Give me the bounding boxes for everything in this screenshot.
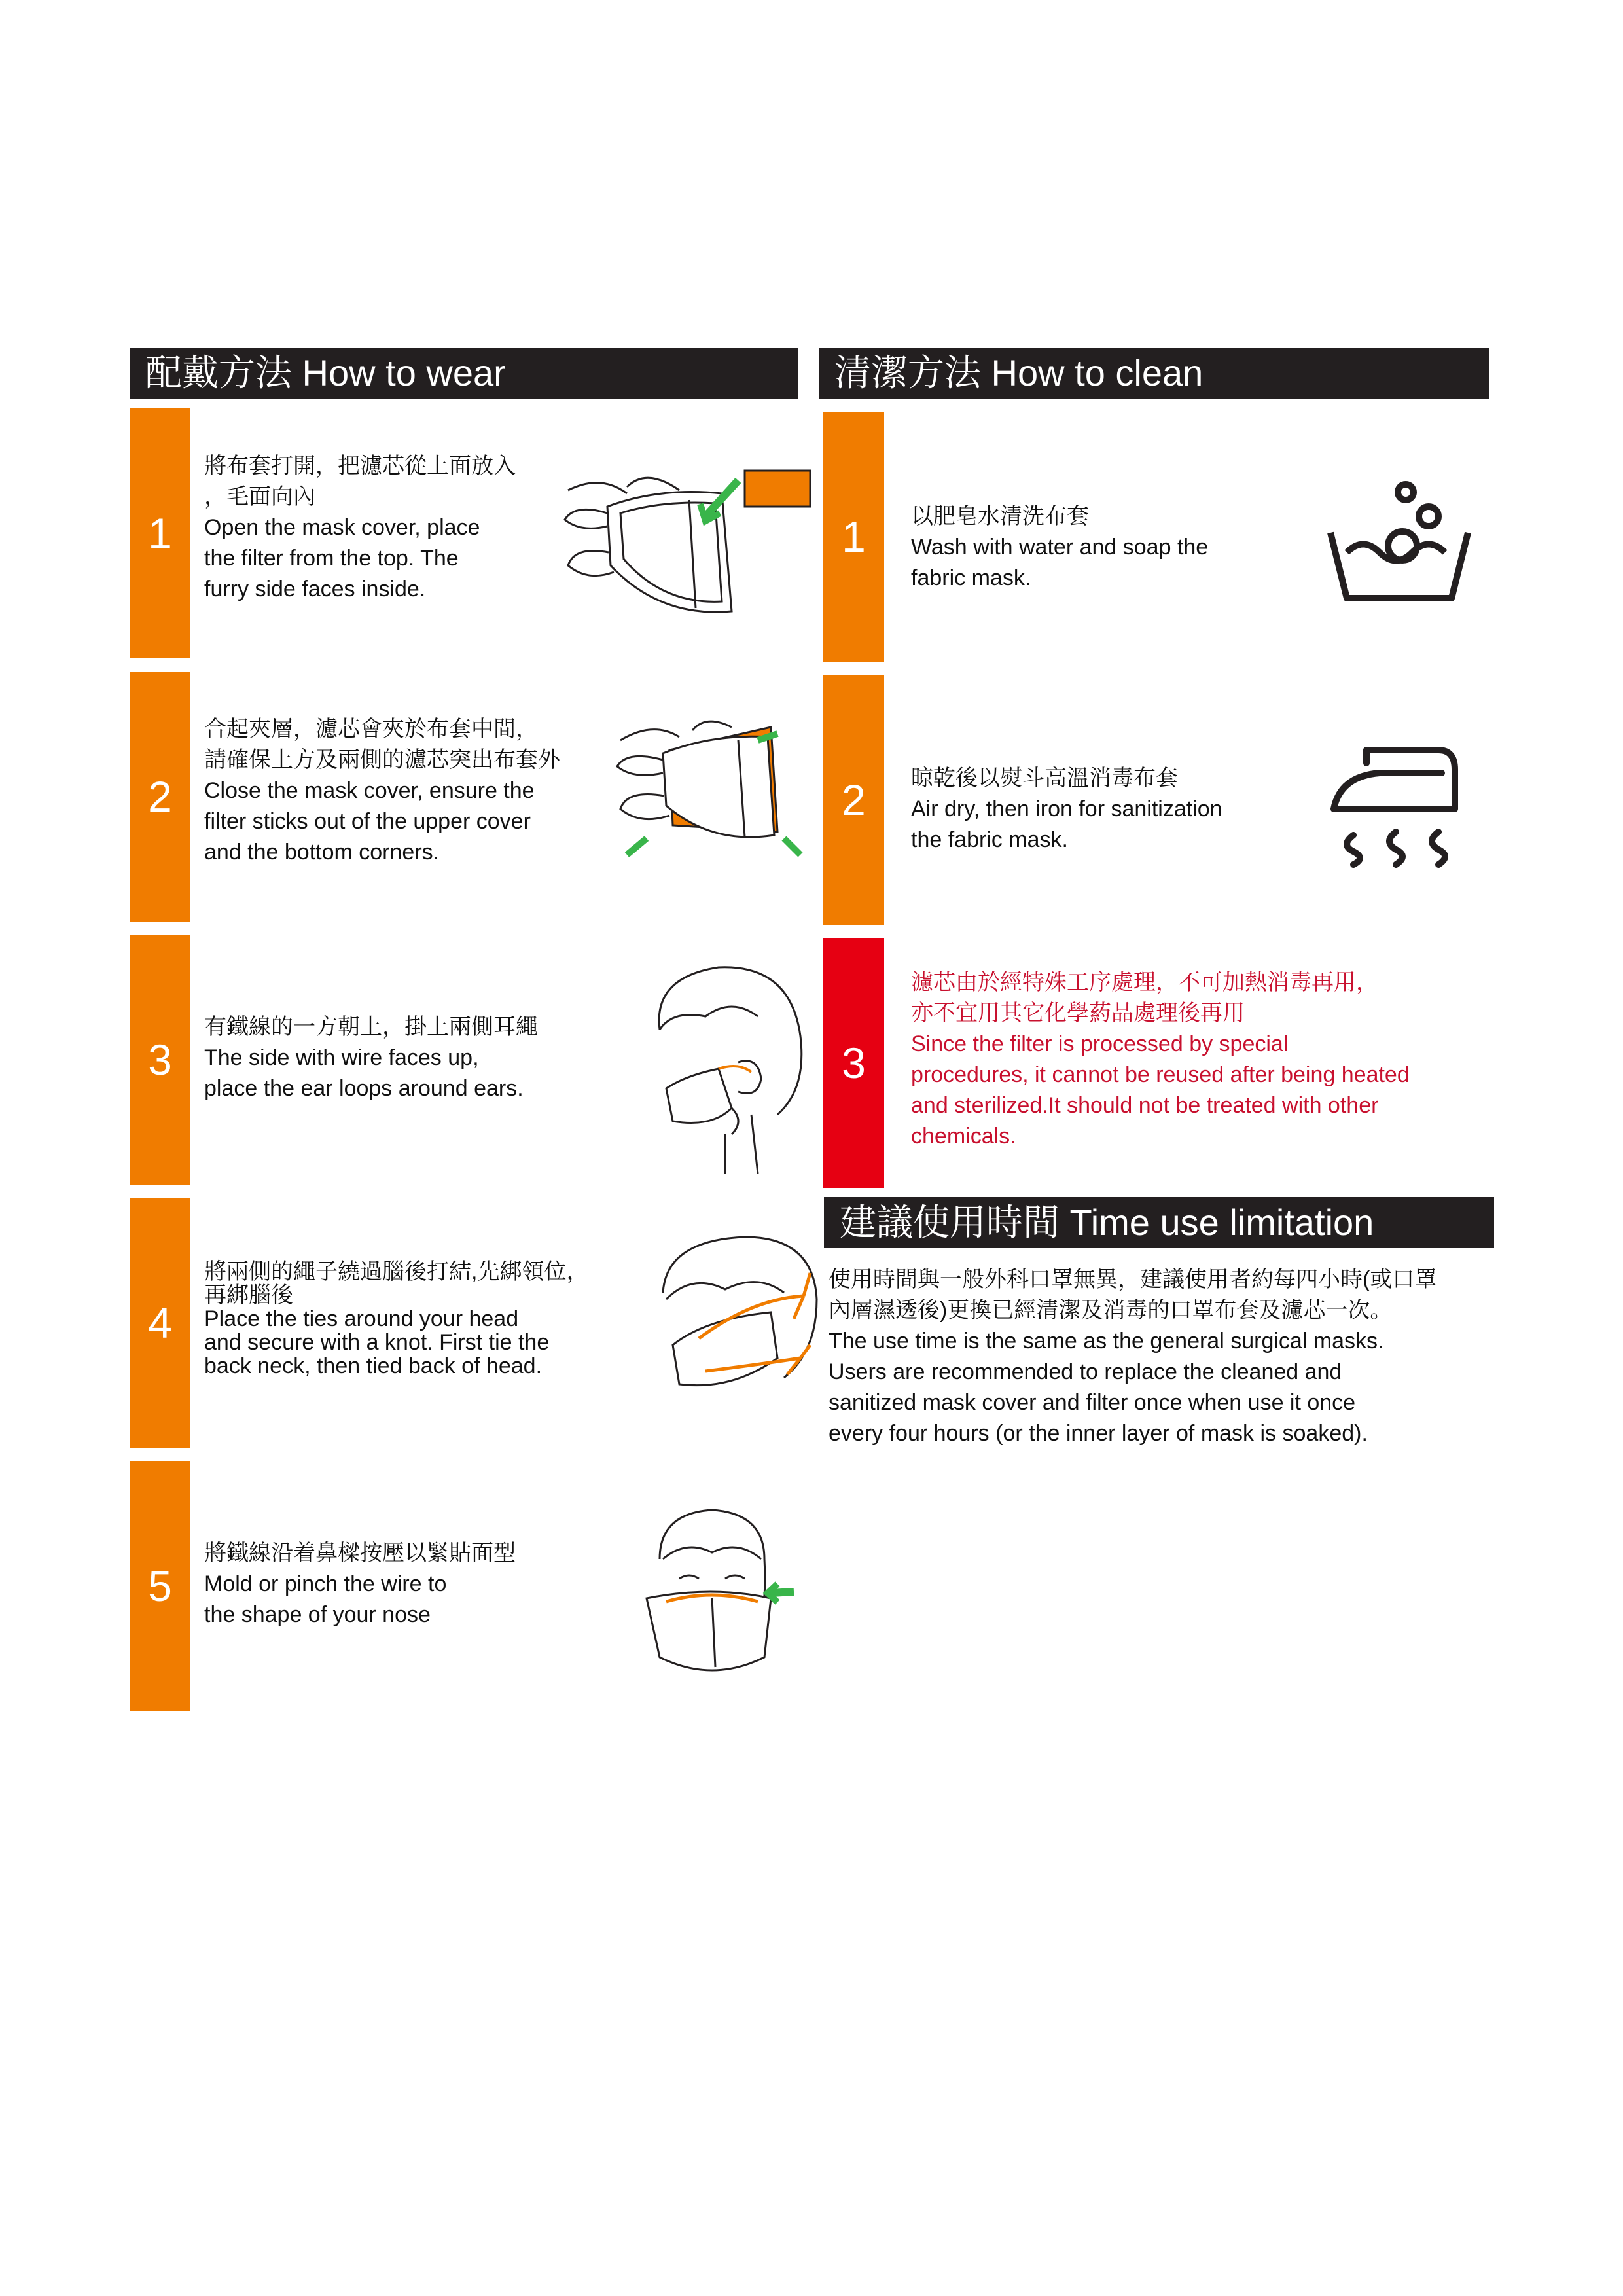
instruction-line: 有鐵線的一方朝上，掛上兩側耳繩 bbox=[204, 1014, 538, 1039]
instruction-line: 濾芯由於經特殊工序處理，不可加熱消毒再用， bbox=[911, 970, 1378, 995]
instruction-line: 晾乾後以熨斗高溫消毒布套 bbox=[911, 766, 1178, 791]
step-instructions bbox=[204, 714, 560, 868]
clean-step-1 bbox=[823, 412, 1491, 662]
step-number: 4 bbox=[130, 1198, 190, 1448]
step-number: 1 bbox=[823, 412, 884, 662]
how-to-wear-header: 配戴方法 How to wear bbox=[130, 348, 798, 399]
instruction-line: Wash with water and soap the bbox=[911, 535, 1209, 560]
step-number: 3 bbox=[130, 935, 190, 1185]
paragraph-line: 內層濕透後)更換已經清潔及消毒的口罩布套及濾芯一次。 bbox=[829, 1298, 1393, 1323]
wear-step-3 bbox=[130, 935, 823, 1185]
clean-step-3-warning bbox=[823, 938, 1491, 1188]
mask-closed-filter-corners-icon bbox=[601, 714, 823, 871]
wear-step-4 bbox=[130, 1198, 823, 1448]
person-tie-knot-icon bbox=[653, 1234, 823, 1417]
instruction-line: 將布套打開，把濾芯從上面放入 bbox=[204, 454, 516, 478]
step-number: 1 bbox=[130, 408, 190, 658]
step-instructions bbox=[204, 1538, 516, 1630]
step-instructions bbox=[204, 451, 516, 605]
instruction-line: Air dry, then iron for sanitization bbox=[911, 797, 1222, 821]
step-number: 5 bbox=[130, 1461, 190, 1711]
instruction-line: and sterilized.It should not be treated with other bbox=[911, 1093, 1379, 1118]
step-instructions bbox=[204, 1012, 538, 1104]
instruction-line: the fabric mask. bbox=[911, 827, 1068, 852]
mask-insert-filter-icon bbox=[548, 441, 823, 637]
hand-wash-basin-icon bbox=[1324, 474, 1474, 605]
step-number: 3 bbox=[823, 938, 884, 1188]
step-number: 2 bbox=[130, 672, 190, 922]
wear-step-2 bbox=[130, 672, 823, 922]
instruction-line: 將鐵線沿着鼻樑按壓以緊貼面型 bbox=[204, 1541, 516, 1566]
instruction-line: 以肥皂水清洗布套 bbox=[911, 504, 1089, 529]
step-instructions bbox=[911, 763, 1222, 855]
instruction-line: 請確保上方及兩側的濾芯突出布套外 bbox=[204, 747, 560, 772]
paragraph-line: Users are recommended to replace the cleaned and bbox=[829, 1359, 1342, 1384]
step-instructions bbox=[911, 501, 1208, 594]
paragraph-line: sanitized mask cover and filter once when use it once bbox=[829, 1390, 1356, 1415]
time-use-limitation-header: 建議使用時間 Time use limitation bbox=[824, 1197, 1494, 1248]
person-pinch-nose-wire-icon bbox=[640, 1507, 797, 1683]
step-number: 2 bbox=[823, 675, 884, 925]
wear-step-1 bbox=[130, 408, 823, 658]
instruction-line: furry side faces inside. bbox=[204, 577, 426, 601]
instruction-line: Since the filter is processed by special bbox=[911, 1031, 1289, 1056]
time-use-limitation-text bbox=[829, 1265, 1436, 1449]
instruction-line: back neck, then tied back of head. bbox=[204, 1354, 543, 1378]
instruction-line: the filter from the top. The bbox=[204, 546, 459, 571]
instruction-line: filter sticks out of the upper cover bbox=[204, 809, 531, 834]
instruction-line: Place the ties around your head bbox=[204, 1306, 519, 1331]
instruction-line: and the bottom corners. bbox=[204, 840, 440, 865]
instruction-line: procedures, it cannot be reused after being heated bbox=[911, 1062, 1410, 1087]
paragraph-line: 使用時間與一般外科口罩無異，建議使用者約每四小時(或口罩 bbox=[829, 1267, 1437, 1292]
clean-step-2 bbox=[823, 675, 1491, 925]
instruction-line: 將兩側的繩子繞過腦後打結,先綁領位， bbox=[204, 1259, 589, 1284]
instruction-line: place the ear loops around ears. bbox=[204, 1076, 524, 1101]
steam-iron-icon bbox=[1327, 737, 1471, 868]
warning-instructions bbox=[911, 967, 1410, 1152]
instruction-line: chemicals. bbox=[911, 1124, 1016, 1149]
instruction-line: 亦不宜用其它化學葯品處理後再用 bbox=[911, 1001, 1245, 1026]
instruction-line: and secure with a knot. First tie the bbox=[204, 1330, 550, 1355]
step-instructions bbox=[204, 1260, 588, 1378]
wear-step-5 bbox=[130, 1461, 823, 1711]
paragraph-line: The use time is the same as the general surgical masks. bbox=[829, 1329, 1384, 1354]
how-to-clean-header: 清潔方法 How to clean bbox=[819, 348, 1489, 399]
instruction-line: Mold or pinch the wire to bbox=[204, 1571, 447, 1596]
paragraph-line: every four hours (or the inner layer of mask is soaked). bbox=[829, 1421, 1368, 1446]
instruction-line: The side with wire faces up, bbox=[204, 1045, 479, 1070]
instruction-line: ，毛面向內 bbox=[204, 484, 315, 509]
instruction-line: Open the mask cover, place bbox=[204, 515, 480, 540]
instruction-line: the shape of your nose bbox=[204, 1602, 431, 1627]
person-ear-loops-icon bbox=[647, 958, 810, 1180]
instruction-line: fabric mask. bbox=[911, 565, 1031, 590]
instruction-line: 合起夾層，濾芯會夾於布套中間， bbox=[204, 717, 538, 742]
instruction-line: 再綁腦後 bbox=[204, 1283, 293, 1308]
instruction-line: Close the mask cover, ensure the bbox=[204, 778, 535, 803]
